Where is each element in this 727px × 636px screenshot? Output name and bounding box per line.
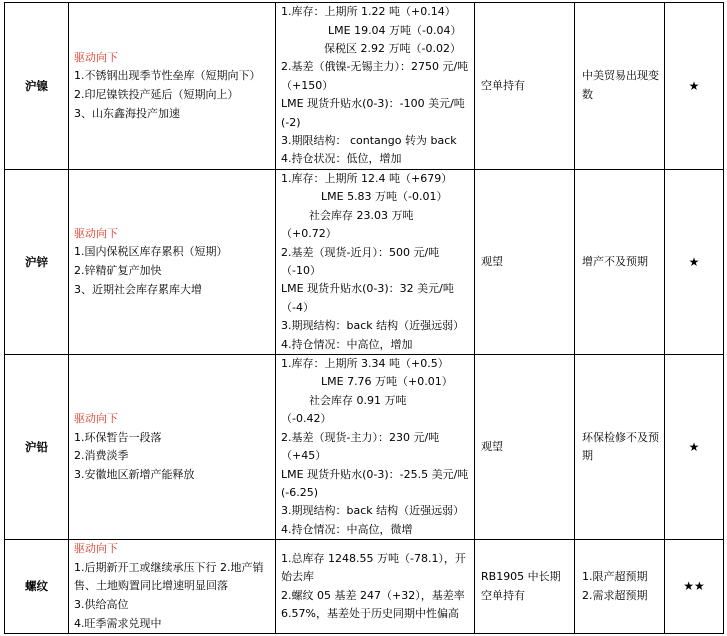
fundamental-item: 3.期限结构： contango 转为 back bbox=[281, 134, 457, 148]
strategy-cell: 观望 bbox=[475, 355, 575, 540]
fundamental-item: 2.基差（俄镍-无锡主力）：2750 元/吨（+150） bbox=[281, 60, 469, 92]
drivers-heading: 驱动向下 bbox=[74, 226, 118, 240]
fundamentals-cell bbox=[276, 3, 475, 170]
drivers-cell bbox=[69, 3, 276, 170]
driver-item: 3.安徽地区新增产能释放 bbox=[74, 467, 195, 481]
fundamental-item: LME 7.76 万吨（+0.01） bbox=[321, 375, 453, 389]
rating-stars: ★★ bbox=[665, 540, 724, 634]
fundamentals-cell bbox=[276, 540, 475, 634]
driver-item: 4.旺季需求兑现中 bbox=[74, 616, 162, 630]
fundamental-item: 4.持仓状况：低位，增加 bbox=[281, 152, 402, 166]
fundamental-item: LME 现货升贴水(0-3)：-25.5 美元/吨(-6.25) bbox=[281, 467, 469, 499]
fundamental-item: 1.库存：上期所 12.4 吨（+679） bbox=[281, 172, 453, 185]
rating-stars: ★ bbox=[665, 355, 724, 540]
table-row bbox=[5, 540, 724, 634]
fundamental-item: 保税区 2.92 万吨（-0.02） bbox=[324, 41, 461, 55]
driver-item: 1.环保暂告一段落 bbox=[74, 430, 162, 444]
driver-item: 3.供给高位 bbox=[74, 597, 129, 611]
fundamental-item: 1.总库存 1248.55 万吨（-78.1），开始去库 bbox=[281, 551, 466, 584]
risk-item: 2.需求超预期 bbox=[582, 588, 648, 602]
risk-cell bbox=[575, 170, 665, 355]
fundamental-item: LME 现货升贴水(0-3)：-100 美元/吨(-2) bbox=[281, 97, 465, 129]
fundamental-item: 2.螺纹 05 基差 247（+32），基差率 6.57%，基差处于历史同期中性偏高 bbox=[281, 588, 465, 621]
strategy-cell: RB1905 中长期空单持有 bbox=[475, 540, 575, 634]
strategy-cell: 观望 bbox=[475, 170, 575, 355]
drivers-cell bbox=[69, 170, 276, 355]
fundamental-item: 2.基差（现货-主力）：230 元/吨（+45） bbox=[281, 430, 440, 463]
risk-item: 环保检修不及预期 bbox=[582, 430, 659, 463]
driver-item: 2.锌精矿复产加快 bbox=[74, 264, 162, 278]
drivers-cell bbox=[69, 540, 276, 634]
drivers-heading: 驱动向下 bbox=[74, 50, 118, 64]
driver-item: 2.印尼镍铁投产延后（短期向上） bbox=[74, 88, 239, 101]
fundamentals-cell bbox=[276, 170, 475, 355]
fundamental-item: 4.持仓情况：中高位，微增 bbox=[281, 522, 413, 536]
risk-cell bbox=[575, 355, 665, 540]
driver-item: 2.消费淡季 bbox=[74, 449, 129, 463]
commodity-name: 螺纹 bbox=[5, 540, 69, 634]
fundamental-item: （-0.42） bbox=[281, 412, 332, 426]
table-row bbox=[5, 170, 724, 355]
rating-stars: ★ bbox=[665, 3, 724, 170]
drivers-heading: 驱动向下 bbox=[74, 411, 118, 425]
fundamental-item: 2.基差（现货-近月）：500 元/吨（-10） bbox=[281, 245, 440, 278]
fundamental-item: LME 19.04 万吨（-0.04） bbox=[328, 23, 462, 37]
commodity-name: 沪镍 bbox=[5, 3, 69, 170]
fundamental-item: 社会库存 0.91 万吨 bbox=[309, 393, 407, 407]
drivers-cell bbox=[69, 355, 276, 540]
commodity-name: 沪锌 bbox=[5, 170, 69, 355]
risk-cell bbox=[575, 540, 665, 634]
fundamental-item: （+0.72） bbox=[281, 227, 337, 241]
commodity-name: 沪铅 bbox=[5, 355, 69, 540]
driver-item: 1.国内保税区库存累积（短期） bbox=[74, 245, 228, 259]
rating-stars: ★ bbox=[665, 170, 724, 355]
fundamental-item: LME 现货升贴水(0-3)：32 美元/吨（-4） bbox=[281, 282, 454, 314]
commodity-table bbox=[4, 2, 724, 634]
risk-item: 增产不及预期 bbox=[582, 254, 648, 268]
fundamental-item: LME 5.83 万吨（-0.01） bbox=[321, 190, 448, 204]
fundamentals-cell bbox=[276, 355, 475, 540]
fundamental-item: 3.期现结构：back 结构（近强远弱） bbox=[281, 504, 465, 518]
fundamental-item: 1.库存：上期所 3.34 吨（+0.5） bbox=[281, 357, 449, 371]
fundamental-item: 社会库存 23.03 万吨 bbox=[309, 208, 414, 222]
risk-cell bbox=[575, 3, 665, 170]
risk-item: 中美贸易出现变数 bbox=[582, 69, 659, 101]
driver-item: 1.不锈钢出现季节性垒库（短期向下） bbox=[74, 69, 261, 83]
driver-item: 1.后期新开工或继续承压下行 2.地产销售、土地购置同比增速明显回落 bbox=[74, 560, 264, 593]
fundamental-item: 1.库存：上期所 1.22 吨（+0.14） bbox=[281, 5, 456, 19]
risk-item: 1.限产超预期 bbox=[582, 570, 648, 584]
driver-item: 3、近期社会库存累库大增 bbox=[74, 282, 202, 296]
fundamental-item: 4.持仓情况：中高位，增加 bbox=[281, 337, 413, 351]
fundamental-item: 3.期现结构：back 结构（近强远弱） bbox=[281, 319, 465, 333]
driver-item: 3、山东鑫海投产加速 bbox=[74, 106, 180, 120]
table-row bbox=[5, 355, 724, 540]
drivers-heading: 驱动向下 bbox=[74, 542, 118, 556]
strategy-cell: 空单持有 bbox=[475, 3, 575, 170]
table-row bbox=[5, 3, 724, 170]
